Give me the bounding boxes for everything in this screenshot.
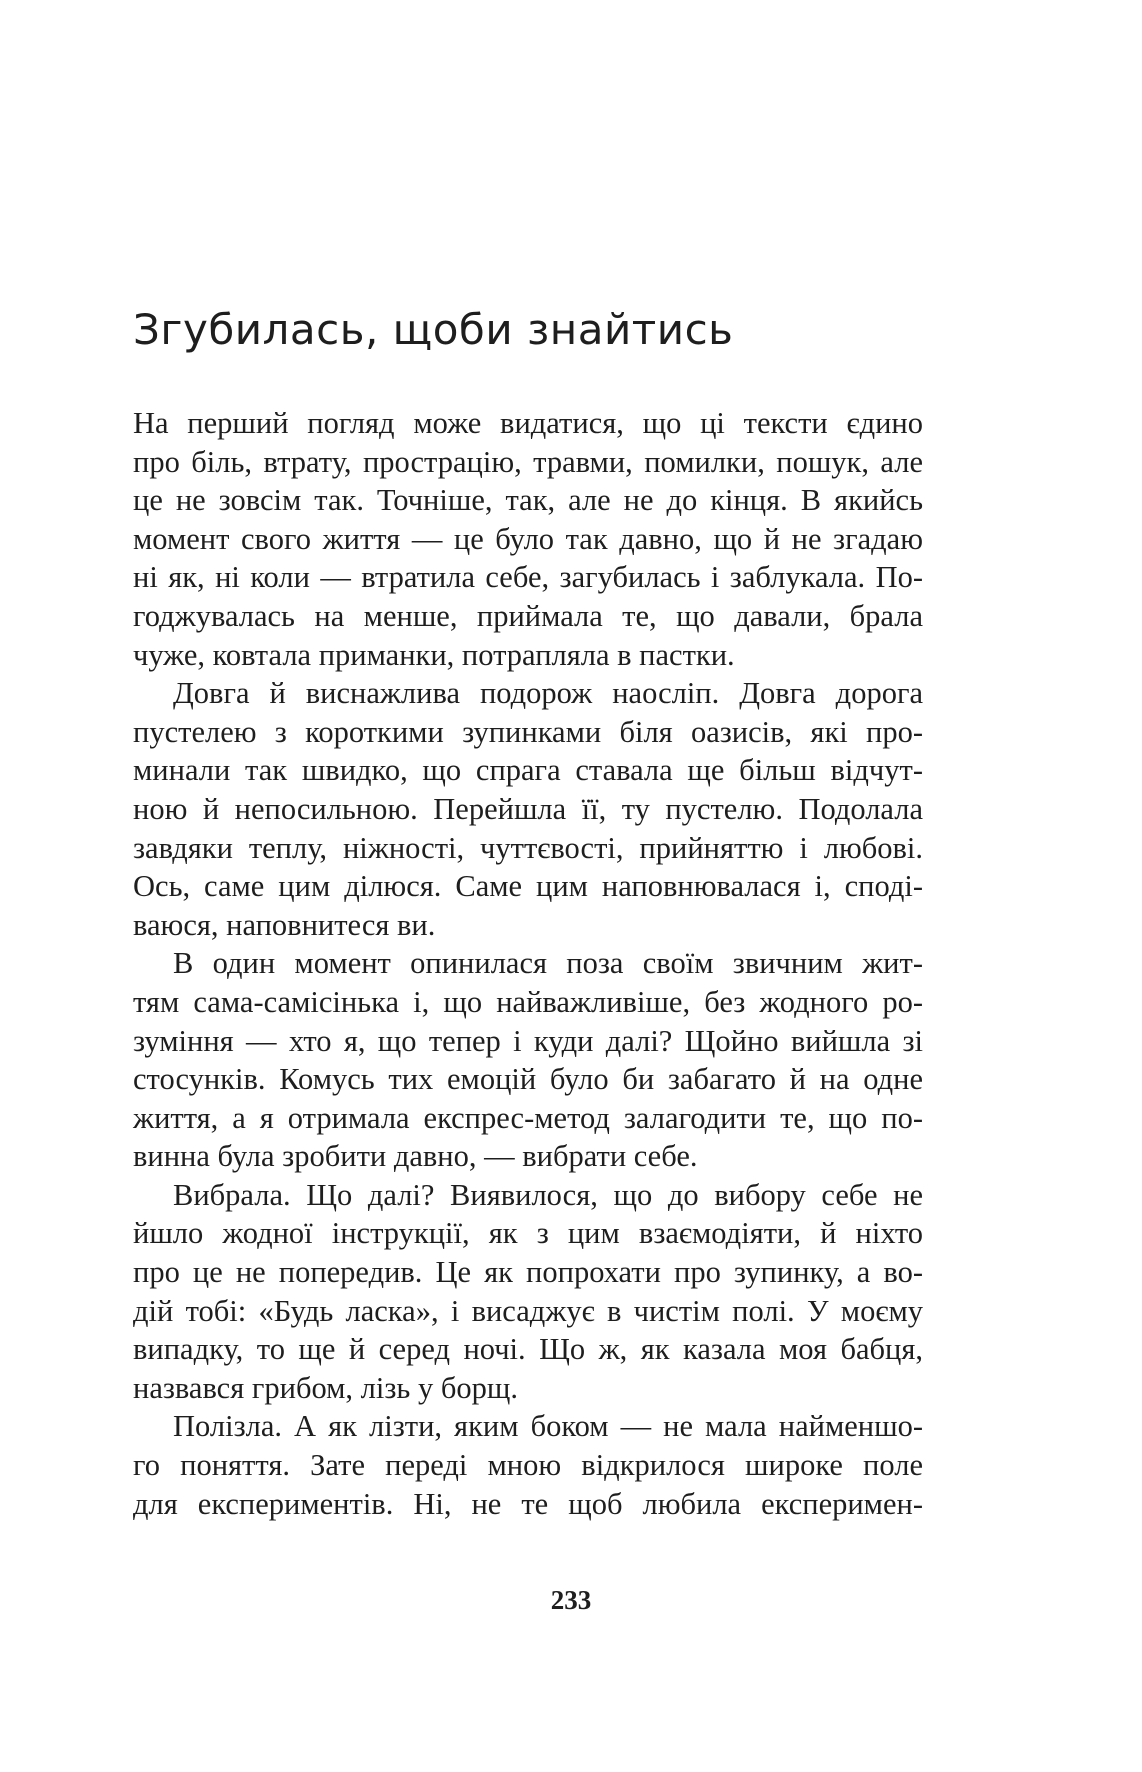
text-line: йшло жодної інструкції, як з цим взаємодіяти, й ніхто [133, 1216, 923, 1251]
text-line: пустелею з короткими зупинками біля оазисів, які про- [133, 714, 923, 749]
text-line: випадку, то ще й серед ночі. Що ж, як казала моя бабця, [133, 1332, 923, 1367]
text-line: Полізла. А як лізти, яким боком — не мала найменшо- [173, 1409, 923, 1444]
text-line: завдяки теплу, ніжності, чуттєвості, прийняттю і любові. [133, 830, 923, 865]
text-line: назвався грибом, лізь у борщ. [133, 1370, 518, 1405]
chapter-title: Згубилась, щоби знайтись [133, 305, 734, 354]
text-line: момент свого життя — це було так давно, що й не згадаю [133, 521, 923, 556]
text-line: для експериментів. Ні, не те щоб любила експеримен- [133, 1486, 923, 1521]
text-line: дій тобі: «Будь ласка», і висаджує в чистім полі. У моєму [133, 1293, 923, 1328]
text-line: чуже, ковтала приманки, потрапляла в пастки. [133, 637, 735, 672]
text-line: це не зовсім так. Точніше, так, але не до кінця. В якийсь [133, 483, 923, 518]
text-line: Ось, саме цим ділюся. Саме цим наповнювалася і, споді- [133, 869, 923, 904]
paragraph [133, 944, 923, 1176]
paragraph [133, 1407, 923, 1523]
text-line: зуміння — хто я, що тепер і куди далі? Щойно вийшла зі [133, 1023, 923, 1058]
page-number: 233 [550, 1585, 592, 1615]
text-line: про біль, втрату, прострацію, травми, помилки, пошук, але [133, 444, 923, 479]
paragraph [133, 1176, 923, 1408]
paragraph [133, 674, 923, 944]
text-line: Вибрала. Що далі? Виявилося, що до вибору себе не [173, 1177, 923, 1212]
text-line: винна була зробити давно, — вибрати себе. [133, 1139, 698, 1174]
text-line: ною й непосильною. Перейшла її, ту пустелю. Подолала [133, 791, 923, 826]
text-line: стосунків. Комусь тих емоцій було би забагато й на одне [133, 1062, 923, 1097]
text-line: На перший погляд може видатися, що ці тексти єдино [133, 406, 923, 440]
paragraph [133, 404, 923, 674]
body-text [133, 404, 923, 1523]
text-line: ні як, ні коли — втратила себе, загубилась і заблукала. По- [133, 560, 923, 595]
text-line: ваюся, наповнитеся ви. [133, 907, 436, 942]
text-line: про це не попередив. Це як попрохати про зупинку, а во- [133, 1255, 923, 1290]
text-line: В один момент опинилася поза своїм звичним жит- [173, 946, 923, 981]
text-line: тям сама-самісінька і, що найважливіше, без жодного ро- [133, 984, 923, 1019]
text-line: го поняття. Зате переді мною відкрилося широке поле [133, 1448, 923, 1483]
text-line: життя, а я отримала експрес-метод залагодити те, що по- [133, 1100, 923, 1135]
text-line: годжувалась на менше, приймала те, що давали, брала [133, 598, 923, 633]
text-line: Довга й виснажлива подорож наосліп. Довга дорога [173, 676, 923, 711]
text-line: минали так швидко, що спрага ставала ще більш відчут- [133, 753, 923, 788]
